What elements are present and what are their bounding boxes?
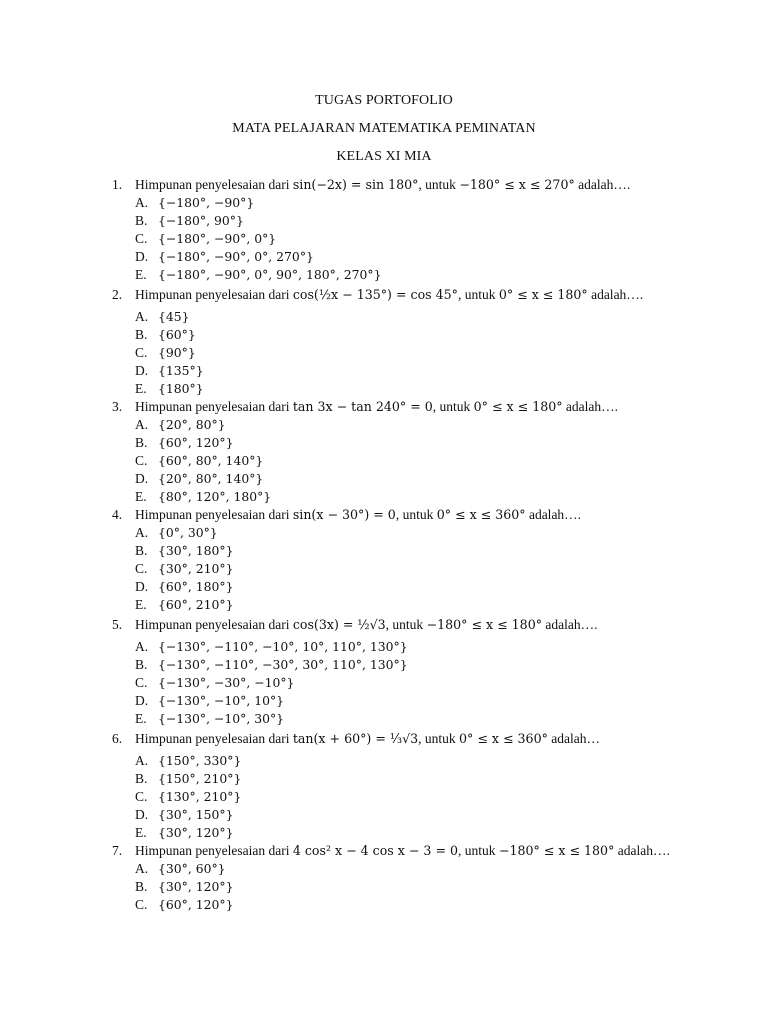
answer-option — [112, 416, 732, 434]
answer-option — [112, 212, 732, 230]
option-letter: B. — [135, 543, 148, 558]
option-value: {60°, 80°, 140°} — [158, 453, 264, 468]
answer-option — [112, 596, 732, 614]
option-value: {80°, 120°, 180°} — [158, 489, 272, 504]
answer-option — [112, 788, 732, 806]
question-prefix: Himpunan penyelesaian dari — [135, 507, 293, 522]
answer-option — [112, 806, 732, 824]
option-letter: B. — [135, 327, 148, 342]
option-value: {60°, 120°} — [158, 897, 234, 912]
option-letter: E. — [135, 489, 147, 504]
option-letter: C. — [135, 453, 148, 468]
option-letter: E. — [135, 267, 147, 282]
question-range: 0° ≤ x ≤ 360° — [436, 507, 526, 522]
range-prefix: , untuk — [395, 507, 437, 522]
option-value: {−180°, −90°, 0°, 270°} — [158, 249, 314, 264]
answer-option — [112, 578, 732, 596]
answer-option — [112, 878, 732, 896]
question-stem — [112, 176, 732, 194]
option-letter: E. — [135, 825, 147, 840]
option-letter: B. — [135, 879, 148, 894]
option-letter: A. — [135, 753, 149, 768]
option-letter: E. — [135, 711, 147, 726]
answer-option — [112, 560, 732, 578]
question-range: 0° ≤ x ≤ 180° — [473, 399, 563, 414]
subject-line: MATA PELAJARAN MATEMATIKA PEMINATAN — [232, 121, 536, 136]
answer-option — [112, 380, 732, 398]
question-equation: sin(x − 30°) = 0 — [292, 507, 396, 522]
question-prefix: Himpunan penyelesaian dari — [135, 617, 293, 632]
question-equation: cos(3x) = ½√3 — [292, 617, 386, 632]
question-number: 1. — [112, 177, 123, 192]
option-value: {−130°, −10°, 10°} — [158, 693, 285, 708]
answer-option — [112, 470, 732, 488]
answer-option — [112, 230, 732, 248]
range-prefix: , untuk — [385, 617, 427, 632]
option-value: {30°, 210°} — [158, 561, 234, 576]
question-equation: sin(−2x) = sin 180° — [292, 177, 419, 192]
option-value: {150°, 330°} — [158, 753, 242, 768]
option-letter: A. — [135, 195, 149, 210]
option-value: {0°, 30°} — [158, 525, 218, 540]
question-suffix: adalah…. — [542, 617, 598, 632]
range-prefix: , untuk — [458, 843, 499, 858]
option-value: {20°, 80°, 140°} — [158, 471, 264, 486]
question-2 — [112, 284, 732, 398]
option-value: {−180°, 90°} — [158, 213, 244, 228]
answer-option — [112, 752, 732, 770]
option-letter: D. — [135, 807, 149, 822]
question-stem — [112, 842, 732, 860]
question-suffix: adalah…. — [525, 507, 582, 522]
question-range: −180° ≤ x ≤ 180° — [426, 617, 543, 632]
question-stem — [112, 398, 732, 416]
option-value: {45} — [158, 309, 190, 324]
question-stem — [112, 506, 732, 524]
answer-option — [112, 344, 732, 362]
answer-option — [112, 248, 732, 266]
option-value: {60°, 120°} — [158, 435, 234, 450]
option-letter: C. — [135, 345, 148, 360]
option-value: {135°} — [158, 363, 204, 378]
option-value: {−130°, −110°, −10°, 10°, 110°, 130°} — [158, 639, 408, 654]
answer-option — [112, 638, 732, 656]
option-value: {−130°, −110°, −30°, 30°, 110°, 130°} — [158, 657, 408, 672]
question-stem — [112, 614, 732, 638]
range-prefix: , untuk — [432, 399, 474, 414]
option-letter: C. — [135, 231, 148, 246]
option-value: {90°} — [158, 345, 196, 360]
answer-option — [112, 896, 732, 914]
question-range: −180° ≤ x ≤ 270° — [459, 177, 575, 192]
answer-option — [112, 770, 732, 788]
option-letter: B. — [135, 771, 148, 786]
option-value: {60°} — [158, 327, 196, 342]
answer-option — [112, 524, 732, 542]
answer-option — [112, 488, 732, 506]
question-number: 7. — [112, 843, 123, 858]
option-value: {20°, 80°} — [158, 417, 226, 432]
option-value: {150°, 210°} — [158, 771, 242, 786]
option-value: {−130°, −30°, −10°} — [158, 675, 295, 690]
answer-option — [112, 308, 732, 326]
option-value: {180°} — [158, 381, 204, 396]
question-prefix: Himpunan penyelesaian dari — [135, 731, 293, 746]
range-prefix: , untuk — [418, 731, 460, 746]
option-letter: A. — [135, 639, 149, 654]
question-7 — [112, 842, 732, 914]
option-letter: D. — [135, 693, 149, 708]
question-equation: 4 cos² x − 4 cos x − 3 = 0 — [292, 843, 459, 858]
option-letter: C. — [135, 897, 148, 912]
option-letter: A. — [135, 861, 149, 876]
question-prefix: Himpunan penyelesaian dari — [135, 177, 293, 192]
question-number: 5. — [112, 617, 123, 632]
question-suffix: adalah…. — [587, 287, 644, 302]
option-value: {30°, 60°} — [158, 861, 226, 876]
option-letter: D. — [135, 579, 149, 594]
question-prefix: Himpunan penyelesaian dari — [135, 287, 293, 302]
answer-option — [112, 362, 732, 380]
answer-option — [112, 452, 732, 470]
option-value: {−180°, −90°, 0°, 90°, 180°, 270°} — [158, 267, 382, 282]
option-letter: D. — [135, 363, 149, 378]
answer-option — [112, 674, 732, 692]
option-value: {−180°, −90°, 0°} — [158, 231, 277, 246]
question-stem — [112, 284, 732, 308]
question-range: 0° ≤ x ≤ 180° — [498, 287, 588, 302]
answer-option — [112, 434, 732, 452]
question-number: 6. — [112, 731, 123, 746]
option-value: {60°, 180°} — [158, 579, 234, 594]
class-line: KELAS XI MIA — [336, 149, 432, 164]
question-prefix: Himpunan penyelesaian dari — [135, 399, 293, 414]
option-letter: B. — [135, 213, 148, 228]
question-4 — [112, 506, 732, 614]
answer-option — [112, 656, 732, 674]
answer-option — [112, 692, 732, 710]
question-6 — [112, 728, 732, 842]
answer-option — [112, 326, 732, 344]
question-stem — [112, 728, 732, 752]
option-letter: C. — [135, 789, 148, 804]
question-number: 2. — [112, 287, 123, 302]
question-range: −180° ≤ x ≤ 180° — [498, 843, 615, 858]
document-title: TUGAS PORTOFOLIO — [315, 93, 453, 108]
option-letter: E. — [135, 597, 147, 612]
option-letter: E. — [135, 381, 147, 396]
answer-option — [112, 194, 732, 212]
range-prefix: , untuk — [418, 177, 460, 192]
option-letter: D. — [135, 249, 149, 264]
option-value: {60°, 210°} — [158, 597, 234, 612]
question-3 — [112, 398, 732, 506]
question-range: 0° ≤ x ≤ 360° — [459, 731, 548, 746]
option-letter: C. — [135, 561, 148, 576]
range-prefix: , untuk — [457, 287, 499, 302]
question-list — [112, 176, 732, 914]
answer-option — [112, 266, 732, 284]
question-number: 4. — [112, 507, 123, 522]
answer-option — [112, 824, 732, 842]
option-value: {130°, 210°} — [158, 789, 242, 804]
question-equation: tan 3x − tan 240° = 0 — [292, 399, 433, 414]
option-letter: C. — [135, 675, 148, 690]
option-letter: A. — [135, 417, 149, 432]
question-suffix: adalah… — [547, 731, 600, 746]
question-suffix: adalah…. — [562, 399, 619, 414]
answer-option — [112, 860, 732, 878]
question-equation: tan(x + 60°) = ⅓√3 — [292, 731, 419, 746]
question-prefix: Himpunan penyelesaian dari — [135, 843, 293, 858]
question-number: 3. — [112, 399, 123, 414]
question-equation: cos(½x − 135°) = cos 45° — [292, 287, 458, 302]
answer-option — [112, 710, 732, 728]
answer-option — [112, 542, 732, 560]
option-value: {30°, 150°} — [158, 807, 234, 822]
question-suffix: adalah…. — [614, 843, 670, 858]
question-suffix: adalah…. — [574, 177, 631, 192]
option-letter: A. — [135, 309, 149, 324]
option-letter: B. — [135, 657, 148, 672]
option-value: {−130°, −10°, 30°} — [158, 711, 285, 726]
option-value: {30°, 120°} — [158, 879, 234, 894]
question-1 — [112, 176, 732, 284]
option-letter: A. — [135, 525, 149, 540]
option-value: {−180°, −90°} — [158, 195, 255, 210]
option-value: {30°, 120°} — [158, 825, 234, 840]
question-5 — [112, 614, 732, 728]
option-letter: D. — [135, 471, 149, 486]
option-letter: B. — [135, 435, 148, 450]
option-value: {30°, 180°} — [158, 543, 234, 558]
